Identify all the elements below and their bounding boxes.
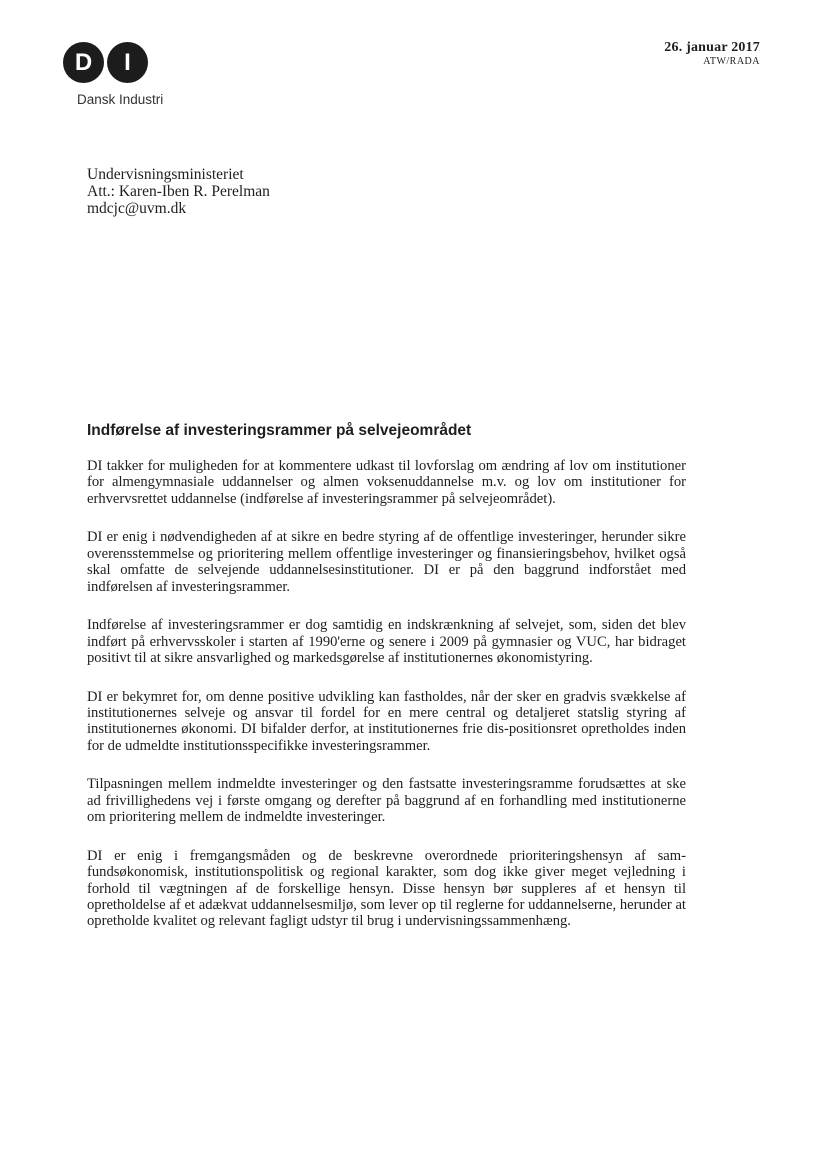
body-paragraph: DI er bekymret for, om denne positive udvikling kan fastholdes, når der sker en gradvis svækkelse af institutionernes selveje og ansvar til fordel for en mere central og detaljeret statslig styring af institutionernes økonomi. DI bifalder derfor, at institutionernes frie dis-positionsret opretholdes inden for de udmeldte institutionsspecifikke investeringsrammer. bbox=[87, 688, 686, 754]
recipient-email: mdcjc@uvm.dk bbox=[87, 200, 187, 217]
logo-mark bbox=[63, 42, 149, 84]
recipient-attention: Att.: Karen-Iben R. Perelman bbox=[87, 183, 270, 200]
recipient-organization: Undervisningsministeriet bbox=[87, 166, 244, 183]
body-paragraph: DI takker for muligheden for at kommentere udkast til lovforslag om ændring af lov om institutioner for almengymnasiale uddannelser og almen voksenuddannelse m.v. og lov om institutioner for erhvervsrettet uddannelse (indførelse af investeringsrammer på selvejeområdet). bbox=[87, 458, 686, 507]
letter-reference: ATW/RADA bbox=[703, 56, 760, 67]
logo-organization-name: Dansk Industri bbox=[77, 92, 164, 107]
di-logo bbox=[63, 42, 173, 112]
body-paragraph: DI er enig i fremgangsmåden og de beskrevne overordnede prioriteringshensyn af samfundsøkonomisk, institutionspolitisk og regional karakter, som dog ikke giver meget vejledning i forhold til vægtningen af de forskellige hensyn. Disse hensyn bør suppleres af et hensyn til opretholdelse af et adækvat uddannelsesmiljø, som lever op til reglerne for uddannelserne, herunder at opretholde kvalitet og relevant fagligt udstyr til brug i undervisningssammenhæng. bbox=[87, 847, 686, 930]
letter-date: 26. januar 2017 bbox=[664, 40, 760, 55]
logo-letter-d: D bbox=[63, 42, 104, 83]
body-paragraph: DI er enig i nødvendigheden af at sikre en bedre styring af de offentlige investeringer, herunder sikre overensstemmelse og prioritering mellem offentlige investeringer og finansieringsbehov, hvilket også skal omfatte de selvejende uddannelsesinstitutioner. DI er på den baggrund indforstået med indførelsen af investeringsrammer. bbox=[87, 529, 686, 595]
body-paragraph: Indførelse af investeringsrammer er dog samtidig en indskrænkning af selvejet, som, siden det blev indført på erhvervsskoler i starten af 1990'erne og senere i 2009 på gymnasier og VUC, har bidraget positivt til at sikre ansvarlighed og markedsgørelse af institutionernes økonomistyring. bbox=[87, 617, 686, 667]
recipient-address bbox=[87, 166, 270, 217]
letter-meta bbox=[664, 40, 760, 68]
logo-letter-i: I bbox=[107, 42, 148, 83]
letter-subject: Indførelse af investeringsrammer på selvejeområdet bbox=[87, 422, 472, 439]
body-paragraph: Tilpasningen mellem indmeldte investeringer og den fastsatte investeringsramme forudsættes at ske ad frivillighedens vej i første omgang og derefter på baggrund af en forhandling med institutionerne om prioritering mellem de indmeldte investeringer. bbox=[87, 776, 686, 826]
letter-body bbox=[87, 458, 686, 952]
